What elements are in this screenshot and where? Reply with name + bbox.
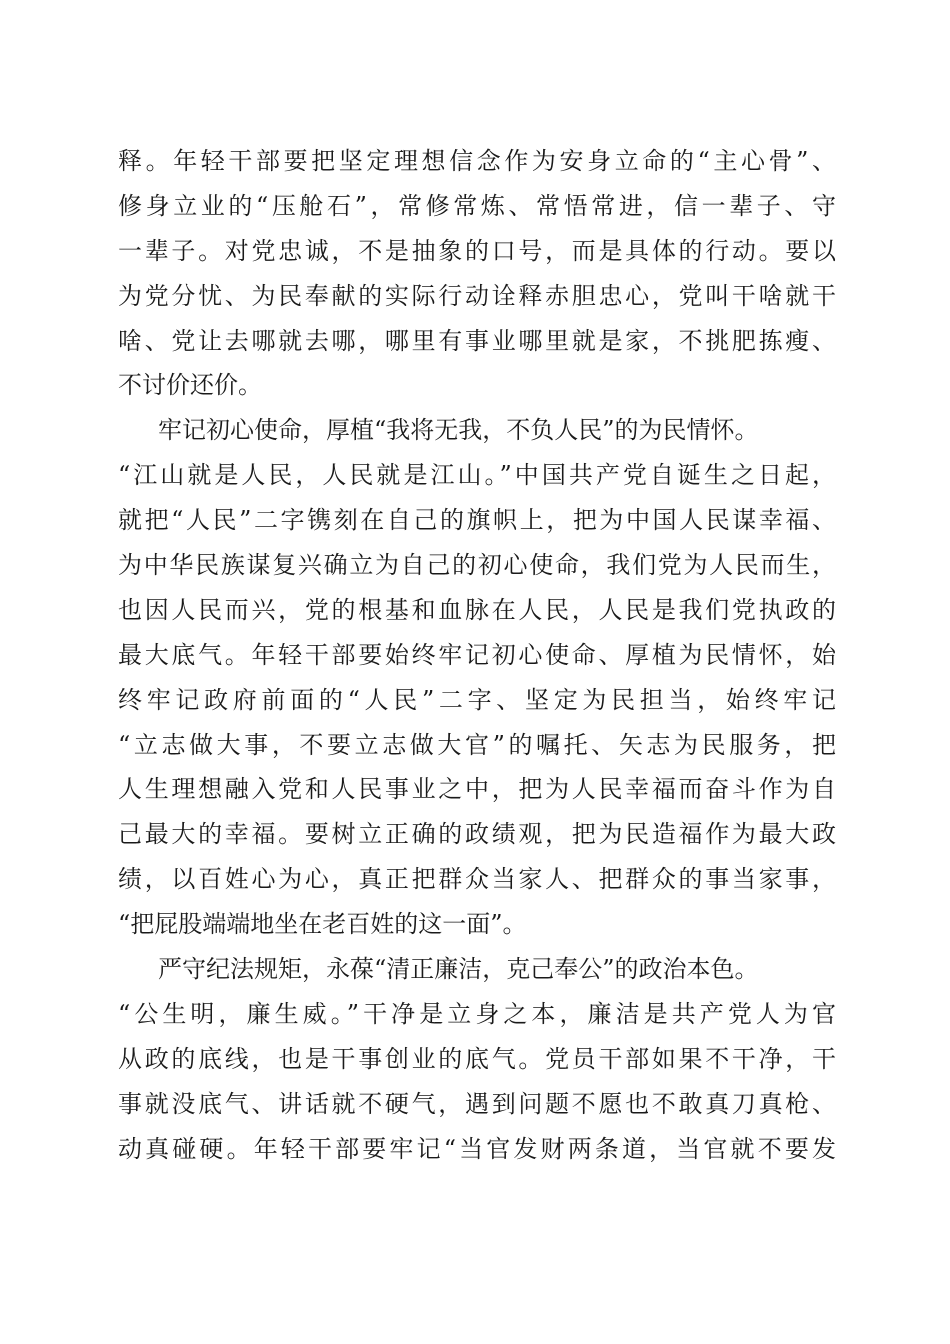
paragraph-discipline [118, 947, 836, 1171]
text-line: 终牢记政府前面的“人民”二字、坚定为民担当，始终牢记 [118, 685, 836, 714]
text-line: 释。年轻干部要把坚定理想信念作为安身立命的“主心骨”、 [118, 147, 836, 175]
text-line: 修身立业的“压舱石”，常修常炼、常悟常进，信一辈子、守 [118, 191, 836, 220]
text-line: 也因人民而兴，党的根基和血脉在人民，人民是我们党执政的 [118, 595, 836, 624]
text-line: 不讨价还价。 [118, 371, 262, 400]
text-line: 事就没底气、讲话就不硬气，遇到问题不愿也不敢真刀真枪、 [118, 1089, 836, 1118]
text-line: 动真碰硬。年轻干部要牢记“当官发财两条道，当官就不要发 [118, 1134, 836, 1163]
text-line: “立志做大事，不要立志做大官”的嘱托、矢志为民服务，把 [118, 730, 836, 759]
text-line: 绩，以百姓心为心，真正把群众当家人、把群众的事当家事， [118, 865, 836, 894]
text-line: 为党分忧、为民奉献的实际行动诠释赤胆忠心，党叫干啥就干 [118, 281, 836, 310]
text-line: 啥、党让去哪就去哪，哪里有事业哪里就是家，不挑肥拣瘦、 [118, 326, 836, 355]
text-line: “把屁股端端地坐在老百姓的这一面”。 [118, 910, 527, 939]
text-line: “公生明，廉生威。”干净是立身之本，廉洁是共产党人为官 [118, 999, 836, 1028]
text-line: 一辈子。对党忠诚，不是抽象的口号，而是具体的行动。要以 [118, 236, 836, 265]
text-line: 为中华民族谋复兴确立为自己的初心使命，我们党为人民而生， [118, 551, 836, 580]
text-line: 己最大的幸福。要树立正确的政绩观，把为民造福作为最大政 [118, 820, 836, 849]
paragraph-heading-line: 牢记初心使命，厚植“我将无我，不负人民”的为民情怀。 [158, 416, 759, 445]
text-line: 最大底气。年轻干部要始终牢记初心使命、厚植为民情怀，始 [118, 640, 836, 669]
text-line: 就把“人民”二字镌刻在自己的旗帜上，把为中国人民谋幸福、 [118, 506, 836, 535]
paragraph-heading-line: 严守纪法规矩，永葆“清正廉洁，克己奉公”的政治本色。 [158, 955, 759, 984]
text-line: 人生理想融入党和人民事业之中，把为人民幸福而奋斗作为自 [118, 775, 836, 804]
text-line: 从政的底线，也是干事创业的底气。党员干部如果不干净，干 [118, 1044, 836, 1073]
document-body [118, 139, 836, 1171]
paragraph-mission [118, 408, 836, 947]
text-line: “江山就是人民，人民就是江山。”中国共产党自诞生之日起， [118, 461, 836, 490]
paragraph-loyalty-continuation [118, 139, 836, 408]
